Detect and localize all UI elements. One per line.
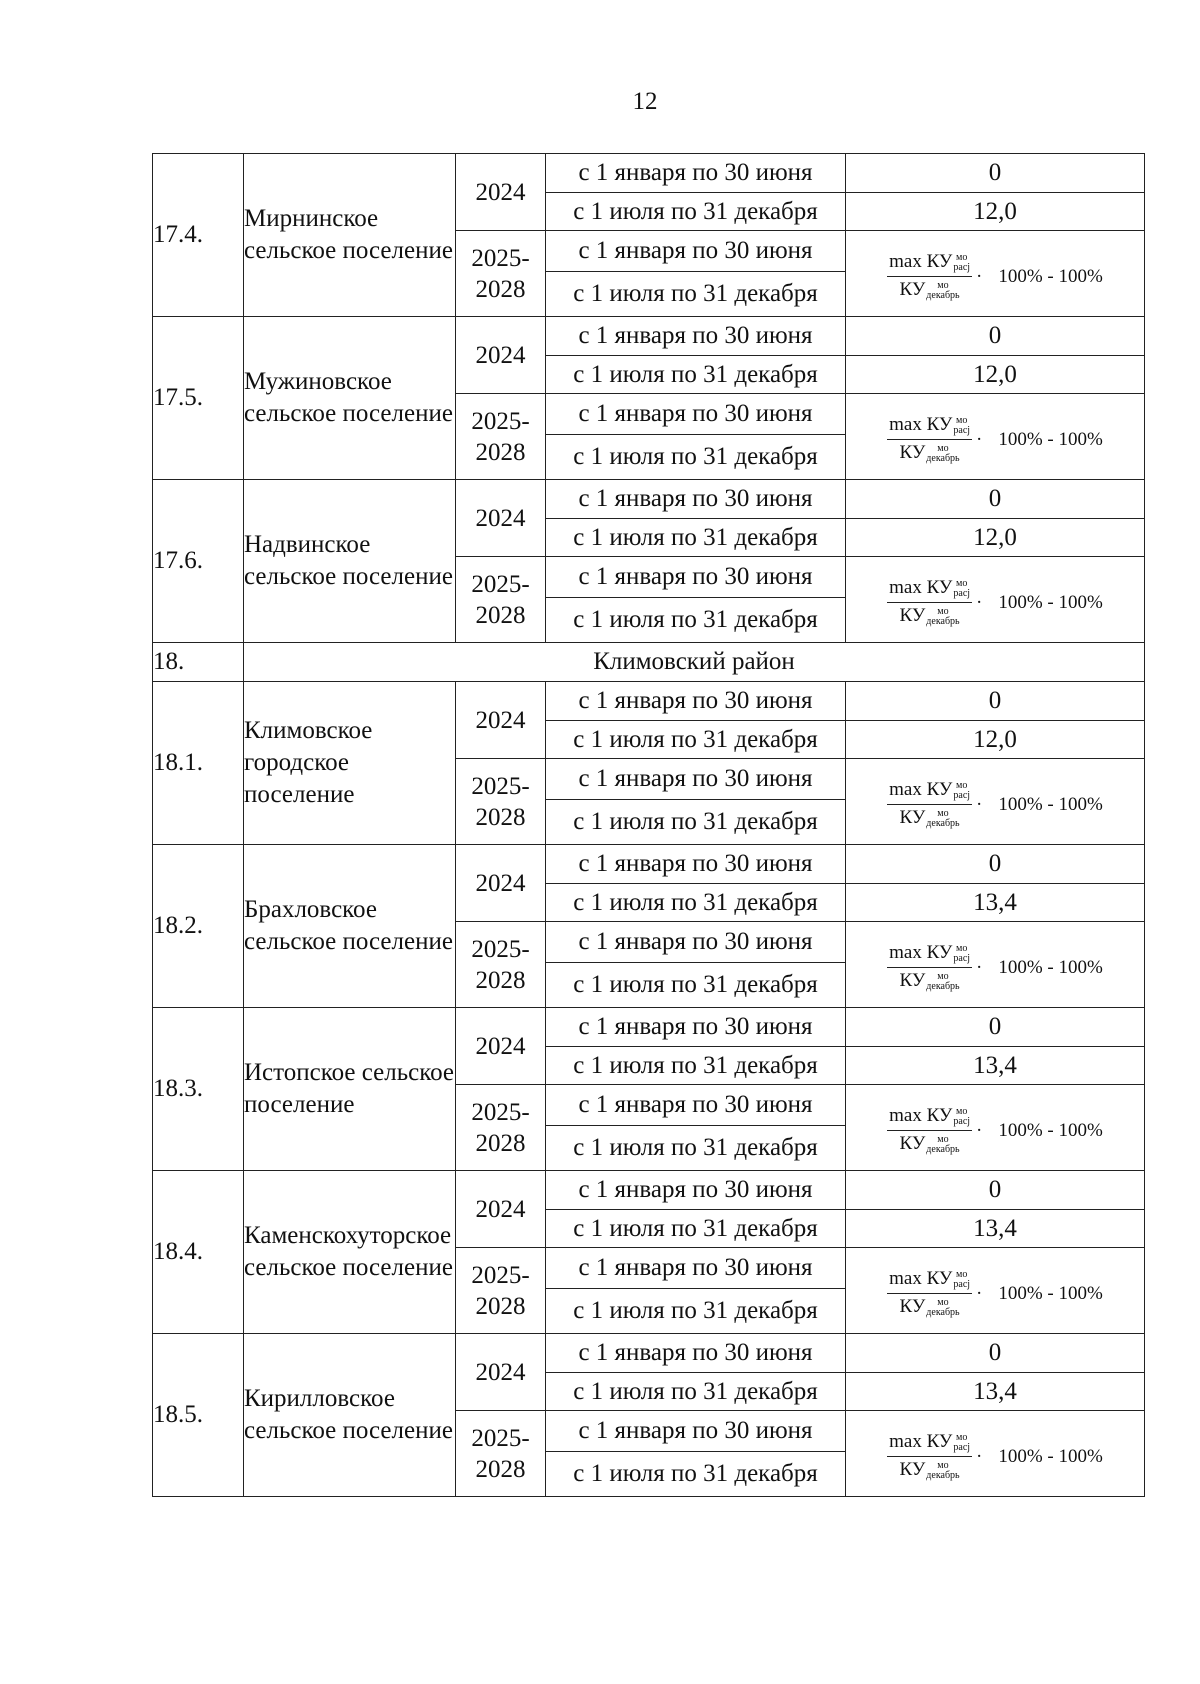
- period-cell: с 1 января по 30 июня: [546, 1248, 846, 1289]
- formula-indices: [953, 1433, 970, 1453]
- formula-sup: мо: [937, 1296, 949, 1308]
- formula-tail: 100% - 100%: [998, 1120, 1103, 1141]
- period-cell: с 1 июля по 31 декабря: [546, 1289, 846, 1334]
- formula: [887, 1432, 1103, 1480]
- formula-indices: [926, 444, 959, 464]
- period-cell: с 1 июля по 31 декабря: [546, 519, 846, 557]
- formula-ku: КУ: [926, 1105, 953, 1127]
- formula-sub: pacj: [953, 953, 971, 964]
- formula-sub: декабрь: [926, 1143, 960, 1155]
- formula-indices: [953, 253, 970, 273]
- tariff-table: [152, 153, 1145, 1497]
- formula-denominator: [900, 440, 960, 464]
- formula-sub: pacj: [953, 425, 971, 436]
- formula-numerator: [887, 780, 972, 805]
- formula-ku: КУ: [899, 807, 926, 828]
- value-cell: 12,0: [846, 193, 1145, 231]
- period-cell: с 1 июля по 31 декабря: [546, 356, 846, 394]
- formula: [887, 1269, 1103, 1317]
- formula-max: max: [889, 251, 922, 273]
- row-number: 18.4.: [153, 1171, 244, 1334]
- formula-sup: мо: [937, 970, 949, 982]
- formula-denominator: [900, 1294, 960, 1318]
- row-number: 17.5.: [153, 317, 244, 480]
- settlement-name: Кирилловское сельское поселение: [244, 1334, 456, 1497]
- formula-sup: мо: [937, 807, 949, 819]
- row-number: 18.3.: [153, 1008, 244, 1171]
- value-cell: 12,0: [846, 721, 1145, 759]
- page-number: 12: [632, 88, 658, 115]
- formula-max: max: [889, 1268, 922, 1290]
- year-cell: 2024: [456, 682, 546, 759]
- period-cell: с 1 января по 30 июня: [546, 1085, 846, 1126]
- formula-max: max: [889, 1105, 922, 1127]
- formula-indices: [926, 1461, 959, 1481]
- formula-denominator: [900, 968, 960, 992]
- period-cell: с 1 июля по 31 декабря: [546, 598, 846, 643]
- year-cell: 2024: [456, 317, 546, 394]
- formula-sub: pacj: [953, 1116, 971, 1127]
- formula-tail: 100% - 100%: [998, 1446, 1103, 1467]
- year-cell: 2024: [456, 1334, 546, 1411]
- formula-sub: pacj: [953, 790, 971, 801]
- period-cell: с 1 июля по 31 декабря: [546, 435, 846, 480]
- formula-times: ·: [976, 1283, 983, 1304]
- formula-sub: декабрь: [926, 1306, 960, 1318]
- period-cell: с 1 июля по 31 декабря: [546, 1452, 846, 1497]
- value-cell: 13,4: [846, 1373, 1145, 1411]
- year-cell: 2024: [456, 845, 546, 922]
- formula-ku: КУ: [926, 251, 953, 273]
- formula-cell: [846, 394, 1145, 480]
- formula-indices: [953, 944, 970, 964]
- formula-fraction: [887, 252, 972, 300]
- year-range-cell: 2025- 2028: [456, 1248, 546, 1334]
- formula-sub: декабрь: [926, 452, 960, 464]
- formula-sup: мо: [937, 605, 949, 617]
- value-cell: 0: [846, 480, 1145, 519]
- value-cell: 0: [846, 1171, 1145, 1210]
- period-cell: с 1 июля по 31 декабря: [546, 800, 846, 845]
- formula-ku: КУ: [899, 970, 926, 991]
- formula-cell: [846, 922, 1145, 1008]
- formula-sub: pacj: [953, 1279, 971, 1290]
- section-number: 18.: [153, 643, 244, 682]
- period-cell: с 1 января по 30 июня: [546, 394, 846, 435]
- period-cell: с 1 января по 30 июня: [546, 845, 846, 884]
- formula-max: max: [889, 1431, 922, 1453]
- formula-indices: [926, 972, 959, 992]
- value-cell: 13,4: [846, 1210, 1145, 1248]
- formula-numerator: [887, 415, 972, 440]
- year-cell: 2024: [456, 1008, 546, 1085]
- settlement-name: Климовское городское поселение: [244, 682, 456, 845]
- formula-ku: КУ: [899, 1133, 926, 1154]
- formula-max: max: [889, 577, 922, 599]
- formula-indices: [926, 809, 959, 829]
- period-cell: с 1 января по 30 июня: [546, 317, 846, 356]
- period-cell: с 1 июля по 31 декабря: [546, 1047, 846, 1085]
- year-range-cell: 2025- 2028: [456, 1411, 546, 1497]
- settlement-name: Брахловское сельское поселение: [244, 845, 456, 1008]
- formula-cell: [846, 759, 1145, 845]
- formula-indices: [926, 1298, 959, 1318]
- formula-numerator: [887, 1432, 972, 1457]
- formula-indices: [926, 1135, 959, 1155]
- table-row: [153, 154, 1145, 193]
- formula-sub: pacj: [953, 588, 971, 599]
- formula-denominator: [900, 277, 960, 301]
- formula-fraction: [887, 415, 972, 463]
- formula-tail: 100% - 100%: [998, 266, 1103, 287]
- formula-denominator: [900, 1457, 960, 1481]
- formula-indices: [953, 1270, 970, 1290]
- formula-max: max: [889, 942, 922, 964]
- table-row: [153, 682, 1145, 721]
- table-row: [153, 1334, 1145, 1373]
- formula: [887, 252, 1103, 300]
- formula-sub: декабрь: [926, 817, 960, 829]
- formula-numerator: [887, 578, 972, 603]
- period-cell: с 1 января по 30 июня: [546, 154, 846, 193]
- formula-numerator: [887, 943, 972, 968]
- formula-denominator: [900, 603, 960, 627]
- value-cell: 12,0: [846, 519, 1145, 557]
- value-cell: 0: [846, 845, 1145, 884]
- period-cell: с 1 января по 30 июня: [546, 231, 846, 272]
- formula-sup: мо: [956, 415, 968, 426]
- year-cell: 2024: [456, 1171, 546, 1248]
- formula-sub: декабрь: [926, 615, 960, 627]
- year-cell: 2024: [456, 154, 546, 231]
- period-cell: с 1 июля по 31 декабря: [546, 272, 846, 317]
- formula-ku: КУ: [926, 1431, 953, 1453]
- table-row: [153, 317, 1145, 356]
- settlement-name: Истопское сельское поселение: [244, 1008, 456, 1171]
- value-cell: 13,4: [846, 1047, 1145, 1085]
- formula-ku: КУ: [899, 605, 926, 626]
- formula-indices: [926, 607, 959, 627]
- section-row: [153, 643, 1145, 682]
- formula-sup: мо: [956, 578, 968, 589]
- period-cell: с 1 июля по 31 декабря: [546, 963, 846, 1008]
- formula-ku: КУ: [899, 279, 926, 300]
- formula-sup: мо: [937, 279, 949, 291]
- formula-cell: [846, 557, 1145, 643]
- table-row: [153, 1008, 1145, 1047]
- period-cell: с 1 июля по 31 декабря: [546, 193, 846, 231]
- year-range-cell: 2025- 2028: [456, 557, 546, 643]
- formula-cell: [846, 1248, 1145, 1334]
- year-range-cell: 2025- 2028: [456, 759, 546, 845]
- formula-indices: [953, 416, 970, 436]
- formula-fraction: [887, 578, 972, 626]
- formula-cell: [846, 231, 1145, 317]
- formula-indices: [953, 1107, 970, 1127]
- formula-numerator: [887, 252, 972, 277]
- formula-sup: мо: [956, 252, 968, 263]
- formula: [887, 780, 1103, 828]
- formula-fraction: [887, 1432, 972, 1480]
- formula-numerator: [887, 1269, 972, 1294]
- section-title: Климовский район: [244, 643, 1145, 682]
- formula-max: max: [889, 414, 922, 436]
- value-cell: 0: [846, 1008, 1145, 1047]
- formula-sup: мо: [937, 1459, 949, 1471]
- formula-sup: мо: [937, 442, 949, 454]
- formula-ku: КУ: [926, 577, 953, 599]
- formula: [887, 943, 1103, 991]
- formula-tail: 100% - 100%: [998, 592, 1103, 613]
- formula-denominator: [900, 1131, 960, 1155]
- formula-ku: КУ: [926, 414, 953, 436]
- formula: [887, 415, 1103, 463]
- formula-numerator: [887, 1106, 972, 1131]
- formula-tail: 100% - 100%: [998, 429, 1103, 450]
- row-number: 18.5.: [153, 1334, 244, 1497]
- period-cell: с 1 января по 30 июня: [546, 682, 846, 721]
- year-range-cell: 2025- 2028: [456, 394, 546, 480]
- period-cell: с 1 января по 30 июня: [546, 1411, 846, 1452]
- period-cell: с 1 января по 30 июня: [546, 480, 846, 519]
- formula-ku: КУ: [926, 779, 953, 801]
- formula-tail: 100% - 100%: [998, 957, 1103, 978]
- formula-cell: [846, 1411, 1145, 1497]
- formula-max: max: [889, 779, 922, 801]
- formula-sub: декабрь: [926, 289, 960, 301]
- settlement-name: Каменскохуторское сельское поселение: [244, 1171, 456, 1334]
- formula-sup: мо: [956, 1106, 968, 1117]
- formula-times: ·: [976, 266, 983, 287]
- table-row: [153, 845, 1145, 884]
- table-row: [153, 1171, 1145, 1210]
- formula-times: ·: [976, 1120, 983, 1141]
- formula-ku: КУ: [926, 1268, 953, 1290]
- row-number: 17.6.: [153, 480, 244, 643]
- formula-sup: мо: [956, 1269, 968, 1280]
- settlement-name: Мирнинское сельское поселение: [244, 154, 456, 317]
- year-range-cell: 2025- 2028: [456, 922, 546, 1008]
- formula-sup: мо: [937, 1133, 949, 1145]
- value-cell: 0: [846, 1334, 1145, 1373]
- settlement-name: Надвинское сельское поселение: [244, 480, 456, 643]
- period-cell: с 1 января по 30 июня: [546, 1334, 846, 1373]
- year-range-cell: 2025- 2028: [456, 1085, 546, 1171]
- table-row: [153, 480, 1145, 519]
- formula: [887, 578, 1103, 626]
- formula-sub: декабрь: [926, 1469, 960, 1481]
- formula-fraction: [887, 1106, 972, 1154]
- value-cell: 13,4: [846, 884, 1145, 922]
- formula-ku: КУ: [926, 942, 953, 964]
- period-cell: с 1 января по 30 июня: [546, 759, 846, 800]
- formula-sup: мо: [956, 1432, 968, 1443]
- value-cell: 0: [846, 154, 1145, 193]
- formula-tail: 100% - 100%: [998, 1283, 1103, 1304]
- formula-ku: КУ: [899, 1296, 926, 1317]
- formula-sub: pacj: [953, 262, 971, 273]
- formula-times: ·: [976, 592, 983, 613]
- row-number: 17.4.: [153, 154, 244, 317]
- formula-indices: [953, 781, 970, 801]
- period-cell: с 1 января по 30 июня: [546, 557, 846, 598]
- period-cell: с 1 июля по 31 декабря: [546, 884, 846, 922]
- formula-fraction: [887, 1269, 972, 1317]
- formula-ku: КУ: [899, 1459, 926, 1480]
- formula-times: ·: [976, 1446, 983, 1467]
- formula-sup: мо: [956, 780, 968, 791]
- period-cell: с 1 января по 30 июня: [546, 1171, 846, 1210]
- period-cell: с 1 января по 30 июня: [546, 1008, 846, 1047]
- formula-times: ·: [976, 429, 983, 450]
- value-cell: 0: [846, 317, 1145, 356]
- formula-sub: pacj: [953, 1442, 971, 1453]
- settlement-name: Мужиновское сельское поселение: [244, 317, 456, 480]
- formula-ku: КУ: [899, 442, 926, 463]
- formula-indices: [953, 579, 970, 599]
- value-cell: 12,0: [846, 356, 1145, 394]
- period-cell: с 1 июля по 31 декабря: [546, 1373, 846, 1411]
- row-number: 18.1.: [153, 682, 244, 845]
- formula-times: ·: [976, 957, 983, 978]
- year-range-cell: 2025- 2028: [456, 231, 546, 317]
- formula-sub: декабрь: [926, 980, 960, 992]
- formula-fraction: [887, 943, 972, 991]
- formula-denominator: [900, 805, 960, 829]
- period-cell: с 1 июля по 31 декабря: [546, 1210, 846, 1248]
- value-cell: 0: [846, 682, 1145, 721]
- period-cell: с 1 июля по 31 декабря: [546, 1126, 846, 1171]
- formula-times: ·: [976, 794, 983, 815]
- formula-cell: [846, 1085, 1145, 1171]
- year-cell: 2024: [456, 480, 546, 557]
- formula: [887, 1106, 1103, 1154]
- formula-fraction: [887, 780, 972, 828]
- formula-tail: 100% - 100%: [998, 794, 1103, 815]
- period-cell: с 1 января по 30 июня: [546, 922, 846, 963]
- formula-indices: [926, 281, 959, 301]
- row-number: 18.2.: [153, 845, 244, 1008]
- period-cell: с 1 июля по 31 декабря: [546, 721, 846, 759]
- formula-sup: мо: [956, 943, 968, 954]
